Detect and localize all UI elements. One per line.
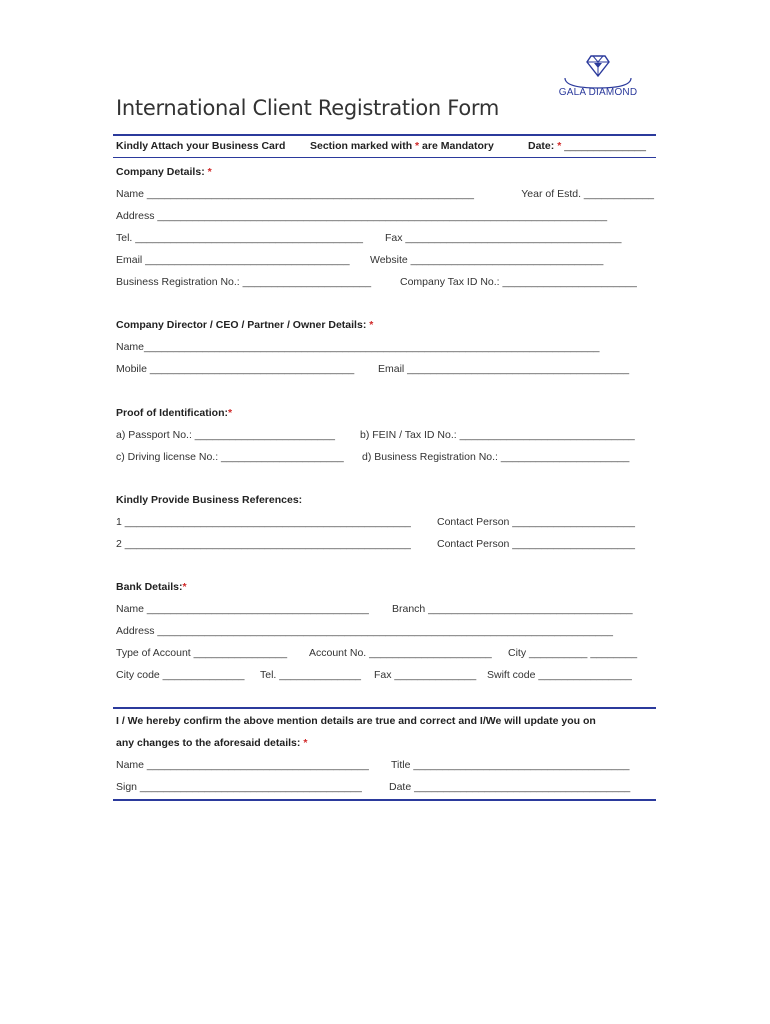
director-name-field[interactable]: Name______________________________________________________________________________ [116,341,600,353]
top-divider [113,134,656,136]
gala-diamond-logo [553,50,643,105]
proof-business-registration-field[interactable]: d) Business Registration No.: ______________________ [362,451,630,463]
swift-code-field[interactable]: Swift code ________________ [487,669,632,681]
confirmation-line-1: I / We hereby confirm the above mention details are true and correct and I/We will update you on [116,715,596,727]
references-heading: Kindly Provide Business References: [116,494,303,506]
page-title: International Client Registration Form [116,96,499,120]
company-tel-row [116,231,656,245]
bottom-divider [113,799,656,801]
company-name-field[interactable]: Name ________________________________________________________ [116,188,474,200]
reference-row-2 [116,537,656,551]
bank-fax-field[interactable]: Fax ______________ [374,669,477,681]
signature-field[interactable]: Sign ______________________________________ [116,781,362,793]
reference-row-1 [116,515,656,529]
director-contact-row [116,362,656,376]
mandatory-note: Section marked with * are Mandatory [310,140,494,152]
bank-city-field[interactable]: City __________ ________ [508,647,638,659]
header-row [116,139,656,153]
company-registration-row [116,275,656,289]
city-code-field[interactable]: City code ______________ [116,669,245,681]
confirm-name-row [116,758,656,772]
reference-1-field[interactable]: 1 _________________________________________________ [116,516,411,528]
account-type-field[interactable]: Type of Account ________________ [116,647,288,659]
company-email-field[interactable]: Email ___________________________________ [116,254,350,266]
director-heading: Company Director / CEO / Partner / Owner Details: * [116,319,374,331]
company-tel-field[interactable]: Tel. _______________________________________ [116,232,364,244]
confirm-sign-row [116,780,656,794]
company-website-field[interactable]: Website _________________________________ [370,254,604,266]
logo-text: GALA DIAMOND [558,87,638,98]
contact-person-1-field[interactable]: Contact Person _____________________ [437,516,635,528]
proof-row-1 [116,428,656,442]
confirm-divider-top [113,707,656,709]
company-name-row [116,187,656,201]
bank-name-row [116,602,656,616]
confirm-name-field[interactable]: Name ______________________________________ [116,759,369,771]
proof-id-heading: Proof of Identification:* [116,407,233,419]
bank-address-field[interactable]: Address ______________________________________________________________________________ [116,625,613,637]
passport-field[interactable]: a) Passport No.: ________________________ [116,429,335,441]
confirmation-line-2: any changes to the aforesaid details: * [116,737,308,749]
fein-field[interactable]: b) FEIN / Tax ID No.: ______________________________ [360,429,635,441]
reference-2-field[interactable]: 2 _________________________________________________ [116,538,411,550]
proof-row-2 [116,450,656,464]
bank-account-row [116,646,656,660]
attach-card-note: Kindly Attach your Business Card [116,140,286,152]
director-mobile-field[interactable]: Mobile ___________________________________ [116,363,355,375]
company-email-row [116,253,656,267]
confirm-title-field[interactable]: Title _____________________________________ [391,759,630,771]
confirm-date-field[interactable]: Date _____________________________________ [389,781,631,793]
year-estd-field[interactable]: Year of Estd. ____________ [521,188,654,200]
director-email-field[interactable]: Email ______________________________________ [378,363,630,375]
company-details-heading: Company Details: * [116,166,212,178]
driving-license-field[interactable]: c) Driving license No.: _____________________ [116,451,344,463]
diamond-icon [553,50,643,90]
company-address-field[interactable]: Address _____________________________________________________________________________ [116,210,608,222]
contact-person-2-field[interactable]: Contact Person _____________________ [437,538,635,550]
header-divider [113,157,656,158]
company-tax-id-field[interactable]: Company Tax ID No.: _______________________ [400,276,637,288]
bank-codes-row [116,668,656,682]
account-number-field[interactable]: Account No. _____________________ [309,647,492,659]
bank-details-heading: Bank Details:* [116,581,187,593]
bank-name-field[interactable]: Name ______________________________________ [116,603,369,615]
bank-branch-field[interactable]: Branch ___________________________________ [392,603,633,615]
bank-tel-field[interactable]: Tel. ______________ [260,669,362,681]
company-fax-field[interactable]: Fax _____________________________________ [385,232,622,244]
date-field[interactable]: Date: * ______________ [528,140,646,152]
business-registration-field[interactable]: Business Registration No.: ______________________ [116,276,372,288]
